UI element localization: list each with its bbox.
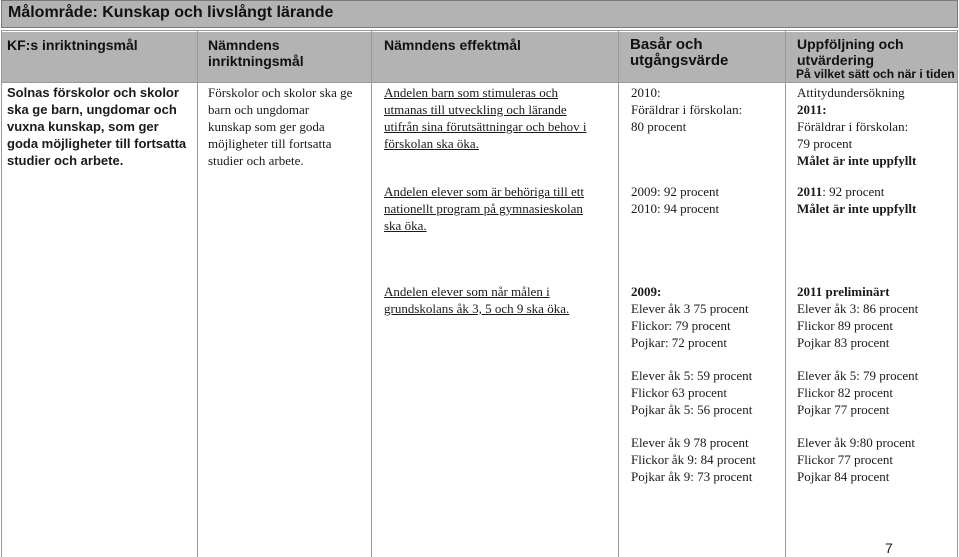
effect-goal-line: förskolan ska öka. (384, 136, 479, 151)
board-goal-text (208, 84, 352, 169)
base-value-line: Elever åk 5: 59 procent (631, 368, 753, 383)
followup-year: 2011 (797, 184, 823, 199)
followup-status: Målet är inte uppfyllt (797, 153, 917, 168)
kf-goal-line: goda möjligheter till fortsatta (7, 136, 187, 151)
base-value-line: Flickor: 79 procent (631, 318, 731, 333)
base-value-1 (631, 84, 742, 135)
effect-goal-line: grundskolans åk 3, 5 och 9 ska öka. (384, 301, 570, 316)
header-board-goal (198, 32, 371, 82)
header-followup-line2: utvärdering (797, 52, 875, 68)
effect-goal-3 (384, 283, 569, 317)
header-kf-goal (1, 32, 197, 82)
kf-goal-line: vuxna kunskap, som ger (7, 119, 159, 134)
followup-3 (797, 283, 918, 351)
column-divider (618, 30, 619, 557)
effect-goal-2 (384, 183, 584, 234)
followup-3c (797, 434, 915, 485)
effect-goal-line: Andelen elever som når målen i (384, 284, 550, 299)
header-board-goal-line2: inriktningsmål (208, 53, 304, 69)
effect-goal-line: ska öka. (384, 218, 427, 233)
followup-line: Pojkar 84 procent (797, 469, 890, 484)
header-base-year-line1: Basår och (630, 36, 703, 53)
kf-goal-line: Solnas förskolor och skolor (7, 85, 179, 100)
effect-goal-1 (384, 84, 587, 152)
followup-line: Attitydundersökning (797, 85, 905, 100)
effect-goal-line: nationellt program på gymnasieskolan (384, 201, 583, 216)
effect-goal-line: utifrån sina förutsättningar och behov i (384, 119, 587, 134)
kf-goal-line: studier och arbete. (7, 153, 124, 168)
followup-line: Elever åk 5: 79 procent (797, 368, 919, 383)
base-value-line: Flickor 63 procent (631, 385, 728, 400)
kf-goal-text (7, 84, 186, 169)
base-value-line: Elever åk 3 75 procent (631, 301, 749, 316)
board-goal-line: studier och arbete. (208, 153, 304, 168)
base-value-line: Pojkar: 72 procent (631, 335, 728, 350)
header-followup-line1: Uppföljning och (797, 36, 904, 52)
section-banner (1, 0, 958, 28)
followup-3b (797, 367, 918, 418)
header-board-goal-line1: Nämndens (208, 37, 280, 53)
board-goal-line: barn och ungdomar (208, 102, 310, 117)
followup-2 (797, 183, 916, 217)
effect-goal-line: Andelen elever som är behöriga till ett (384, 184, 584, 199)
followup-line: Pojkar 83 procent (797, 335, 890, 350)
followup-value: : 92 procent (822, 184, 885, 199)
base-value-line: Föräldrar i förskolan: (631, 102, 743, 117)
base-year: 2009: (631, 284, 662, 299)
board-goal-line: möjligheter till fortsatta (208, 136, 332, 151)
header-effect-goal (372, 32, 618, 82)
column-divider (1, 30, 2, 557)
followup-1 (797, 84, 916, 169)
followup-line: Flickor 77 procent (797, 452, 894, 467)
base-value-line: Flickor åk 9: 84 procent (631, 452, 756, 467)
followup-line: Elever åk 9:80 procent (797, 435, 916, 450)
column-divider (785, 30, 786, 557)
base-value-line: Pojkar åk 9: 73 procent (631, 469, 753, 484)
followup-line: Elever åk 3: 86 procent (797, 301, 919, 316)
column-divider (371, 30, 372, 557)
followup-line: 79 procent (797, 136, 853, 151)
board-goal-line: kunskap som ger goda (208, 119, 325, 134)
kf-goal-line: ska ge barn, ungdomar och (7, 102, 177, 117)
header-effect-goal-label: Nämndens effektmål (384, 37, 521, 53)
followup-status: Målet är inte uppfyllt (797, 201, 917, 216)
effect-goal-line: utmanas till utveckling och lärande (384, 102, 567, 117)
followup-line: Flickor 89 procent (797, 318, 894, 333)
followup-line: Flickor 82 procent (797, 385, 894, 400)
followup-year: 2011 preliminärt (797, 284, 890, 299)
base-value-3b (631, 367, 752, 418)
board-goal-line: Förskolor och skolor ska ge (208, 85, 353, 100)
base-value-line: Elever åk 9 78 procent (631, 435, 749, 450)
header-base-year-line2: utgångsvärde (630, 52, 729, 69)
section-title: Målområde: Kunskap och livslångt lärande (8, 4, 334, 21)
header-base-year (619, 32, 785, 82)
table-top-rule (1, 30, 958, 31)
base-value-3c (631, 434, 756, 485)
effect-goal-line: Andelen barn som stimuleras och (384, 85, 559, 100)
base-value-line: 2009: 92 procent (631, 184, 720, 199)
base-value-line: 80 procent (631, 119, 687, 134)
base-value-2 (631, 183, 719, 217)
followup-line: Pojkar 77 procent (797, 402, 890, 417)
base-value-line: Pojkar åk 5: 56 procent (631, 402, 753, 417)
base-value-line: 2010: (631, 85, 661, 100)
header-kf-goal-label: KF:s inriktningsmål (7, 37, 138, 53)
header-followup (786, 32, 958, 82)
followup-line: 2011: (797, 102, 827, 117)
header-bottom-rule (1, 82, 958, 83)
followup-line: Föräldrar i förskolan: (797, 119, 909, 134)
header-followup-sub: På vilket sätt och när i tiden (796, 67, 955, 81)
column-divider (197, 30, 198, 557)
base-value-line: 2010: 94 procent (631, 201, 720, 216)
column-divider (957, 30, 958, 557)
page-number: 7 (885, 540, 893, 556)
base-value-3 (631, 283, 749, 351)
followup-line (797, 183, 916, 200)
